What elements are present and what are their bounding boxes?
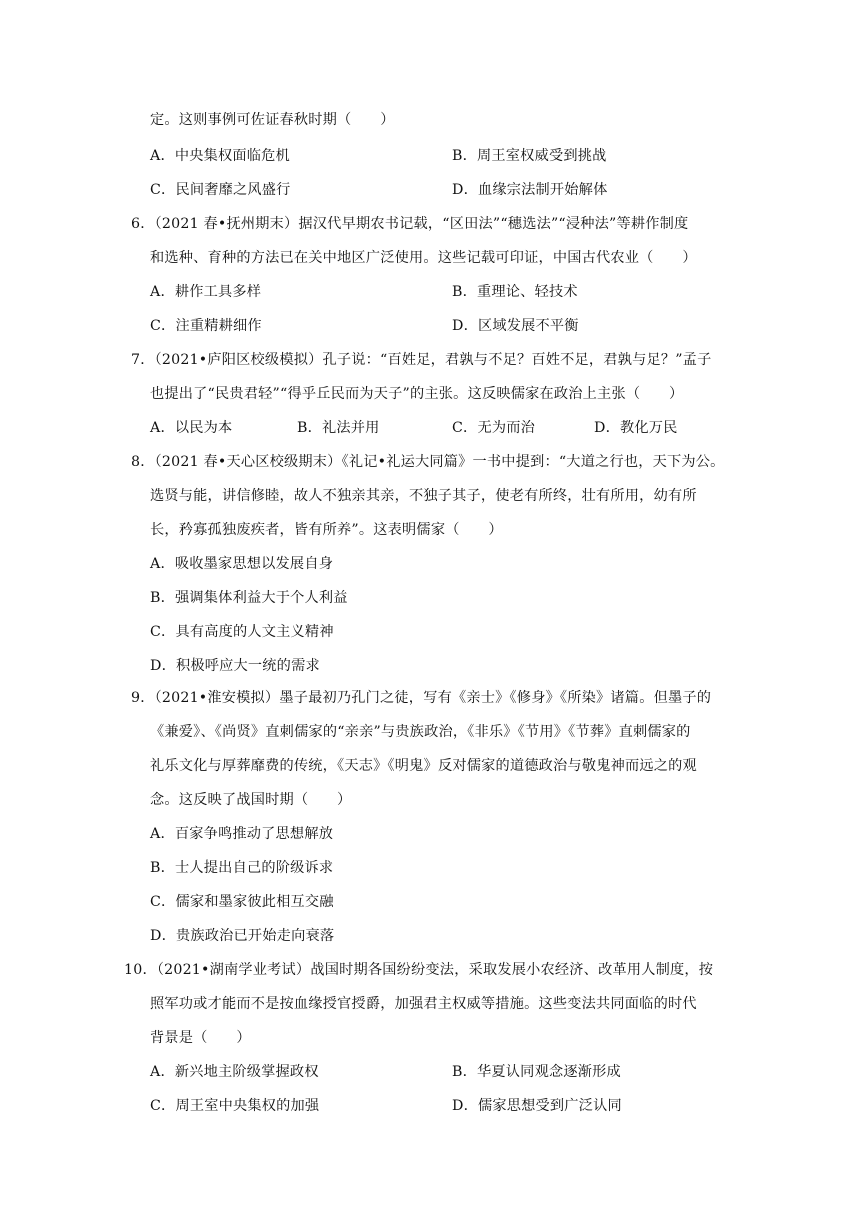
q9-stem-line-1: 9．（2021•淮安模拟）墨子最初乃孔门之徒，写有《亲士》《修身》《所染》诸篇。但墨子的 (131, 690, 712, 706)
q9-option-d: D．贵族政治已开始走向衰落 (150, 928, 335, 944)
q7-option-c: C．无为而治 (452, 420, 535, 436)
q6-option-c: C．注重精耕细作 (150, 318, 262, 334)
q8-option-d: D．积极呼应大一统的需求 (150, 658, 320, 674)
q8-option-b: B．强调集体利益大于个人利益 (150, 590, 348, 606)
q6-stem-line-2: 和选种、育种的方法已在关中地区广泛使用。这些记载可印证，中国古代农业（ ） (150, 250, 697, 266)
q6-option-b: B．重理论、轻技术 (452, 284, 578, 300)
q6-option-a: A．耕作工具多样 (150, 284, 262, 300)
q8-stem-line-3: 长，矜寡孤独废疾者，皆有所养”。这表明儒家（ ） (150, 522, 503, 538)
q8-option-c: C．具有高度的人文主义精神 (150, 624, 334, 640)
q6-stem-line-1: 6．（2021 春•抚州期末）据汉代早期农书记载，“区田法”“穗选法”“浸种法”等耕作制度 (131, 216, 689, 232)
q9-option-c: C．儒家和墨家彼此相互交融 (150, 894, 334, 910)
q8-stem-line-1: 8．（2021 春•天心区校级期末）《礼记•礼运大同篇》一书中提到：“大道之行也，天下为公。 (131, 454, 725, 470)
q5-option-d: D．血缘宗法制开始解体 (452, 182, 608, 198)
q7-option-a: A．以民为本 (150, 420, 233, 436)
q10-option-b: B．华夏认同观念逐渐形成 (452, 1064, 621, 1080)
q7-stem-line-1: 7．（2021•庐阳区校级模拟）孔子说：“百姓足，君孰与不足？百姓不足，君孰与足？”孟子 (131, 352, 712, 368)
q5-option-b: B．周王室权威受到挑战 (452, 148, 607, 164)
q9-stem-line-3: 礼乐文化与厚葬靡费的传统，《天志》《明鬼》反对儒家的道德政治与敬鬼神而远之的观 (150, 758, 697, 774)
q5-option-c: C．民间奢靡之风盛行 (150, 182, 291, 198)
q7-stem-line-2: 也提出了“民贵君轻”“得乎丘民而为天子”的主张。这反映儒家在政治上主张（ ） (150, 386, 684, 402)
q7-option-d: D．教化万民 (594, 420, 678, 436)
q10-option-a: A．新兴地主阶级掌握政权 (150, 1064, 319, 1080)
q9-stem-line-4: 念。这反映了战国时期（ ） (150, 792, 352, 808)
q10-stem-line-3: 背景是（ ） (150, 1030, 251, 1046)
q10-option-d: D．儒家思想受到广泛认同 (452, 1098, 622, 1114)
q9-option-a: A．百家争鸣推动了思想解放 (150, 826, 334, 842)
q10-option-c: C．周王室中央集权的加强 (150, 1098, 320, 1114)
q10-stem-line-2: 照军功或才能而不是按血缘授官授爵，加强君主权威等措施。这些变法共同面临的时代 (150, 996, 697, 1012)
q8-stem-line-2: 选贤与能，讲信修睦，故人不独亲其亲，不独子其子，使老有所终，壮有所用，幼有所 (150, 488, 697, 504)
q9-stem-line-2: 《兼爱》、《尚贤》直刺儒家的“亲亲”与贵族政治，《非乐》《节用》《节葬》直刺儒家的 (150, 724, 691, 740)
q5-stem-tail: 定。这则事例可佐证春秋时期（ ） (150, 112, 395, 128)
q7-option-b: B．礼法并用 (297, 420, 380, 436)
q5-option-a: A．中央集权面临危机 (150, 148, 290, 164)
q10-stem-line-1: 10．（2021•湖南学业考试）战国时期各国纷纷变法，采取发展小农经济、改革用人制度，按 (124, 962, 714, 978)
q9-option-b: B．士人提出自己的阶级诉求 (150, 860, 334, 876)
q6-option-d: D．区域发展不平衡 (452, 318, 579, 334)
q8-option-a: A．吸收墨家思想以发展自身 (150, 556, 334, 572)
